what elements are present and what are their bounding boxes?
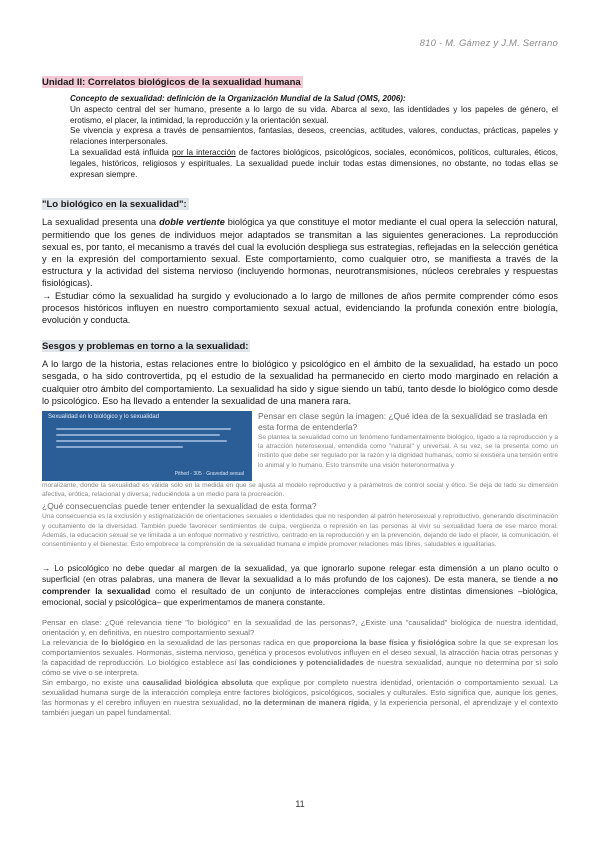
closing-a1-c: en la sexualidad de las personas radica en que [144,638,314,648]
oms-heading: Concepto de sexualidad: definición de la Organización Mundial de la Salud (OMS, 2006): [70,94,406,103]
running-header: 810 - M. Gámez y J.M. Serrano [419,38,558,49]
closing-a2-c: que explique por completo nuestra identidad, orientación o comportamiento sexual. La sexualidad humana surge de la interacción compleja entre factores biológicos, psicológicos, sociales y culturales. Esto significa que, aunque los genes, las hormonas y el cerebro influyen en nuestra sexualidad, [42,678,558,708]
oms-p3-text-a: La sexualidad está influida [70,147,172,157]
page-content [42,72,558,718]
closing-a1-b: lo biológico [101,638,145,648]
oms-p3-underlined: por la interacción [171,147,236,157]
closing-a1-e: sobre la que se expresan los comportamientos sexuales. Hormonas, sistema nervioso, genética y procesos evolutivos influyen en el deseo sexual, la atracción hacia otras personas y la capacidad de reproducción. Lo biológico establece así [42,638,558,668]
class-question-1: Pensar en clase según la imagen: ¿Qué idea de la sexualidad se traslada en esta forma de entenderla? [258,411,548,433]
figure-side-text [258,411,558,481]
oms-paragraph-1: Un aspecto central del ser humano, presente a lo largo de su vida. Abarca al sexo, las identidades y los papeles de género, el erotismo, el placer, la intimidad, la reproducción y la orientación sexual. [70,104,558,125]
figure-image [42,411,252,481]
oms-paragraph-3 [70,148,558,180]
figure-caption: Pithed - 305 · Gravedad sexual [174,471,244,478]
figure-row [42,411,558,481]
biological-section [42,216,558,326]
closing-question: Pensar en clase: ¿Qué relevancia tiene "lo biológico" en la sexualidad de las personas?, ¿Existe una "causalidad" biológica de nuestra identidad, orientación y, en definitiva, en nuestro comportamiento sexual? [42,618,558,638]
biases-section-title: Sesgos y problemas en torno a la sexualidad: [42,341,249,353]
unit-title: Unidad II: Correlatos biológicos de la sexualidad humana [42,77,301,88]
psico-text-a: → Lo psicológico no debe quedar al margen de la sexualidad, ya que ignorarlo supone relegar esta dimensión a un plano oculto o superficial (en otras palabras, una manera de llevar la sexualidad a lo más profundo de los cajones). De esta manera, se tiende a [42,563,558,585]
class-answer-1-continued: moralizante, donde la sexualidad es válida sólo en la medida en que se ajusta al modelo reproductivo y a parámetros de control social y ético. Se deja de lado su dimensión afectiva, erótica, relacional y diversa, reduciéndola a un medio para la procreación. [42,482,558,499]
psico-emphasis: no comprender la sexualidad [42,574,558,596]
class-question-2: ¿Qué consecuencias puede tener entender la sexualidad de esta forma? [42,501,317,512]
closing-answer-2 [42,678,558,718]
bio-p1-text-b: biológica ya que constituye el motor mediante el cual opera la selección natural, permitiendo que los genes de individuos mejor adaptados se transmitan a las siguientes generaciones. La reproducción sexual es, por tanto, el mecanismo a través del cual la evolución despliega sus estrategias, reflejadas en la selección genética y en la expresión del comportamiento sexual. Este comportamiento, como cualquier otro, se manifiesta a través de la estructura y la actividad del sistema nervioso (incluyendo hormonas, neurotransmisiones, núcleos cerebrales y respuestas fisiológicas). [42,217,558,289]
closing-section [42,618,558,718]
biases-section [42,358,558,407]
oms-p3-text-b: de factores biológicos, psicológicos, sociales, económicos, políticos, culturales, éticos, legales, históricos, religiosos y espirituales. La sexualidad puede incluir todas estas dimensiones, no obstante, no todas ellas se expresan siempre. [70,147,558,179]
oms-paragraph-2: Se vivencia y expresa a través de pensamientos, fantasías, deseos, creencias, actitudes, valores, conductas, prácticas, papeles y relaciones interpersonales. [70,126,558,147]
class-answer-2: Una consecuencia es la exclusión y estigmatización de orientaciones sexuales e identidades que no responden al patrón heterosexual y reproductivo, generando discriminación y ocultamiento de la diversidad. También puede favorecer sentimientos de culpa, vergüenza o represión en las personas al vivir su sexualidad fuera de ese marco moral. Además, la educación sexual se ve limitada a un enfoque normativo y restrictivo, centrado en la reproducción y en la prevención, dejando de lado el placer, la comunicación, el consentimiento y el bienestar. Esto empobrece la comprensión de la sexualidad humana e impide promover relaciones más libres, saludables e igualitarias. [42,513,558,549]
oms-definition [42,94,558,180]
bio-p1-emphasis: doble vertiente [159,217,225,228]
closing-a2-b: causalidad biológica absoluta [142,678,253,688]
page-number: 11 [295,799,305,809]
closing-a1-g: de nuestra sexualidad, aunque no determina por sí solo cómo se vive o se interpreta. [42,658,558,678]
biases-paragraph-1: A lo largo de la historia, estas relaciones entre lo biológico y psicológico en el ámbito de la sexualidad, ha estado un poco sesgada, o ha sido controvertida, pq el estudio de la sexualidad ha permanecido en cierto modo marginado en relación a cualquier otro ámbito del comportamiento. La sexualidad ha sido y sigue siendo un tabú, tanto desde lo biológico como desde lo psicológico. Eso ha llevado a entender la sexualidad de una manera rara. [42,359,558,406]
bio-p1-text-a: La sexualidad presenta una [42,217,160,228]
closing-a2-e: , y la experiencia personal, el aprendizaje y el contexto también juegan un papel fundamental. [42,698,558,718]
class-answer-1: Se plantea la sexualidad como un fenómeno fundamentalmente biológico, ligado a la reproducción y a la atracción heterosexual, entendida como "natural" y universal. A su vez, se la presenta como un instinto que debe ser regulado por la razón y la dignidad humanas, como si existiera una tensión entre lo animal y lo humano. Esto transmite una visión heteronormativa y [258,434,558,469]
closing-a2-d: no la determinan de manera rígida [242,698,369,708]
psychological-section [42,563,558,608]
psychological-paragraph [42,563,558,608]
figure-text-lines [56,428,238,452]
figure-title: Sexualidad en lo biológico y lo sexualidad [48,414,160,421]
closing-answer-1 [42,638,558,678]
psico-text-c: como el resultado de un conjunto de interacciones complejas entre distintas dimensiones –biológica, emocional, social y psicológica– que experimentamos de manera constante. [42,585,558,607]
closing-a2-a: Sin embargo, no existe una [42,678,143,688]
closing-a1-a: La relevancia de [42,638,102,648]
biological-paragraph-1 [42,216,558,289]
closing-a1-f: las condiciones y potencialidades [239,658,364,668]
biological-paragraph-2: → Estudiar cómo la sexualidad ha surgido y evolucionado a lo largo de millones de años permite comprender cómo esos procesos históricos influyen en nuestro comportamiento sexual actual, evidenciando la profunda conexión entre biología, evolución y conducta. [42,290,558,325]
closing-a1-d: proporciona la base física y fisiológica [313,638,456,648]
biological-section-title: "Lo biológico en la sexualidad": [42,199,187,211]
